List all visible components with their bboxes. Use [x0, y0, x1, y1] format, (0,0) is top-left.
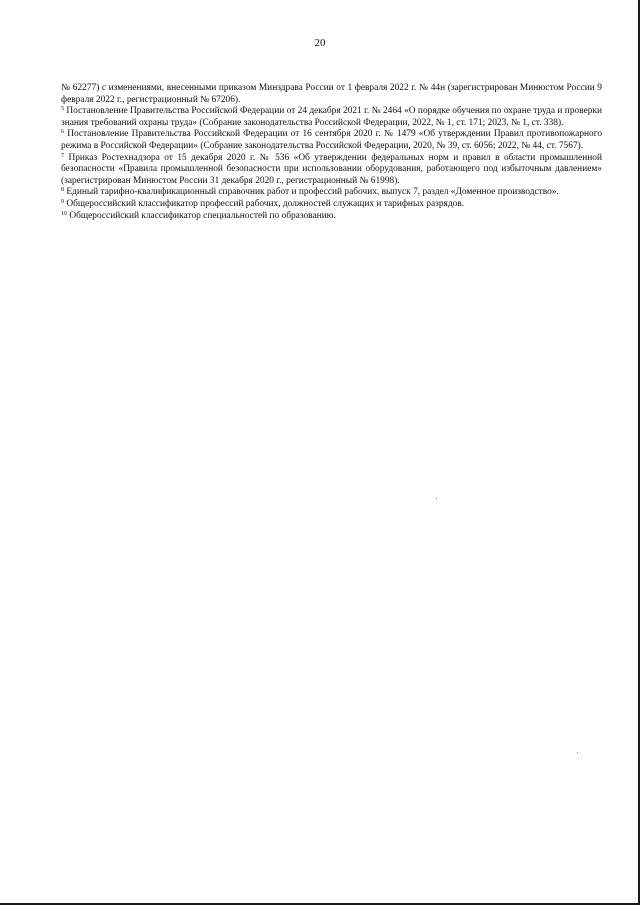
- footnote-continuation: [61, 83, 602, 106]
- footnote-mark: 9: [61, 198, 64, 205]
- footnote-mark: 7: [61, 152, 64, 159]
- footnote-10: [61, 211, 602, 223]
- footnote-text: № 62277) с изменениями, внесенными приказом Минздрава России от 1 февраля 2022 г. № 44н (зарегистрирован Минюстом России 9 февраля 2022 г., регистрационный № 67206).: [61, 83, 602, 105]
- footnote-9: [61, 199, 602, 211]
- footnote-text: Общероссийский классификатор специальностей по образованию.: [69, 210, 336, 221]
- footnotes-block: [61, 83, 602, 222]
- page-number: 20: [314, 37, 326, 49]
- footnote-text: Постановление Правительства Российской Федерации от 24 декабря 2021 г. № 2464 «О порядке обучения по охране труда и проверки знания требований охраны труда» (Собрание законодательства Российской Федерации, 2022, № 1, ст. 171; 2023, № 1, ст. 338).: [61, 106, 602, 128]
- footnote-mark: 5: [61, 106, 64, 113]
- footnote-mark: 6: [61, 129, 64, 136]
- footnote-6: [61, 129, 602, 152]
- footnote-text: Единый тарифно-квалификационный справочник работ и профессий рабочих, выпуск 7, раздел «Доменное производство».: [66, 187, 559, 198]
- footnote-8: [61, 187, 602, 199]
- footnote-text: Общероссийский классификатор профессий рабочих, должностей служащих и тарифных разрядов.: [66, 198, 465, 209]
- footnote-text: Приказ Ростехнадзора от 15 декабря 2020 г. № 536 «Об утверждении федеральных норм и правил в области промышленной безопасности «Правила промышленной безопасности при использовании оборудования, работающего под избыточным давлением» (зарегистрирован Минюстом России 31 декабря 2020 г., регистрационный № 61998).: [61, 152, 602, 186]
- scan-speck: [436, 498, 437, 499]
- footnote-7: [61, 153, 602, 188]
- footnote-mark: 8: [61, 187, 64, 194]
- footnote-5: [61, 106, 602, 129]
- scan-speck: [577, 752, 578, 753]
- footnote-text: Постановление Правительства Российской Федерации от 16 сентября 2020 г. № 1479 «Об утверждении Правил противопожарного режима в Российской Федерации» (Собрание законодательства Российской Федерации, 2020, № 39, ст. 6056; 2022, № 44, ст. 7567).: [61, 129, 603, 151]
- footnote-mark: 10: [61, 210, 67, 217]
